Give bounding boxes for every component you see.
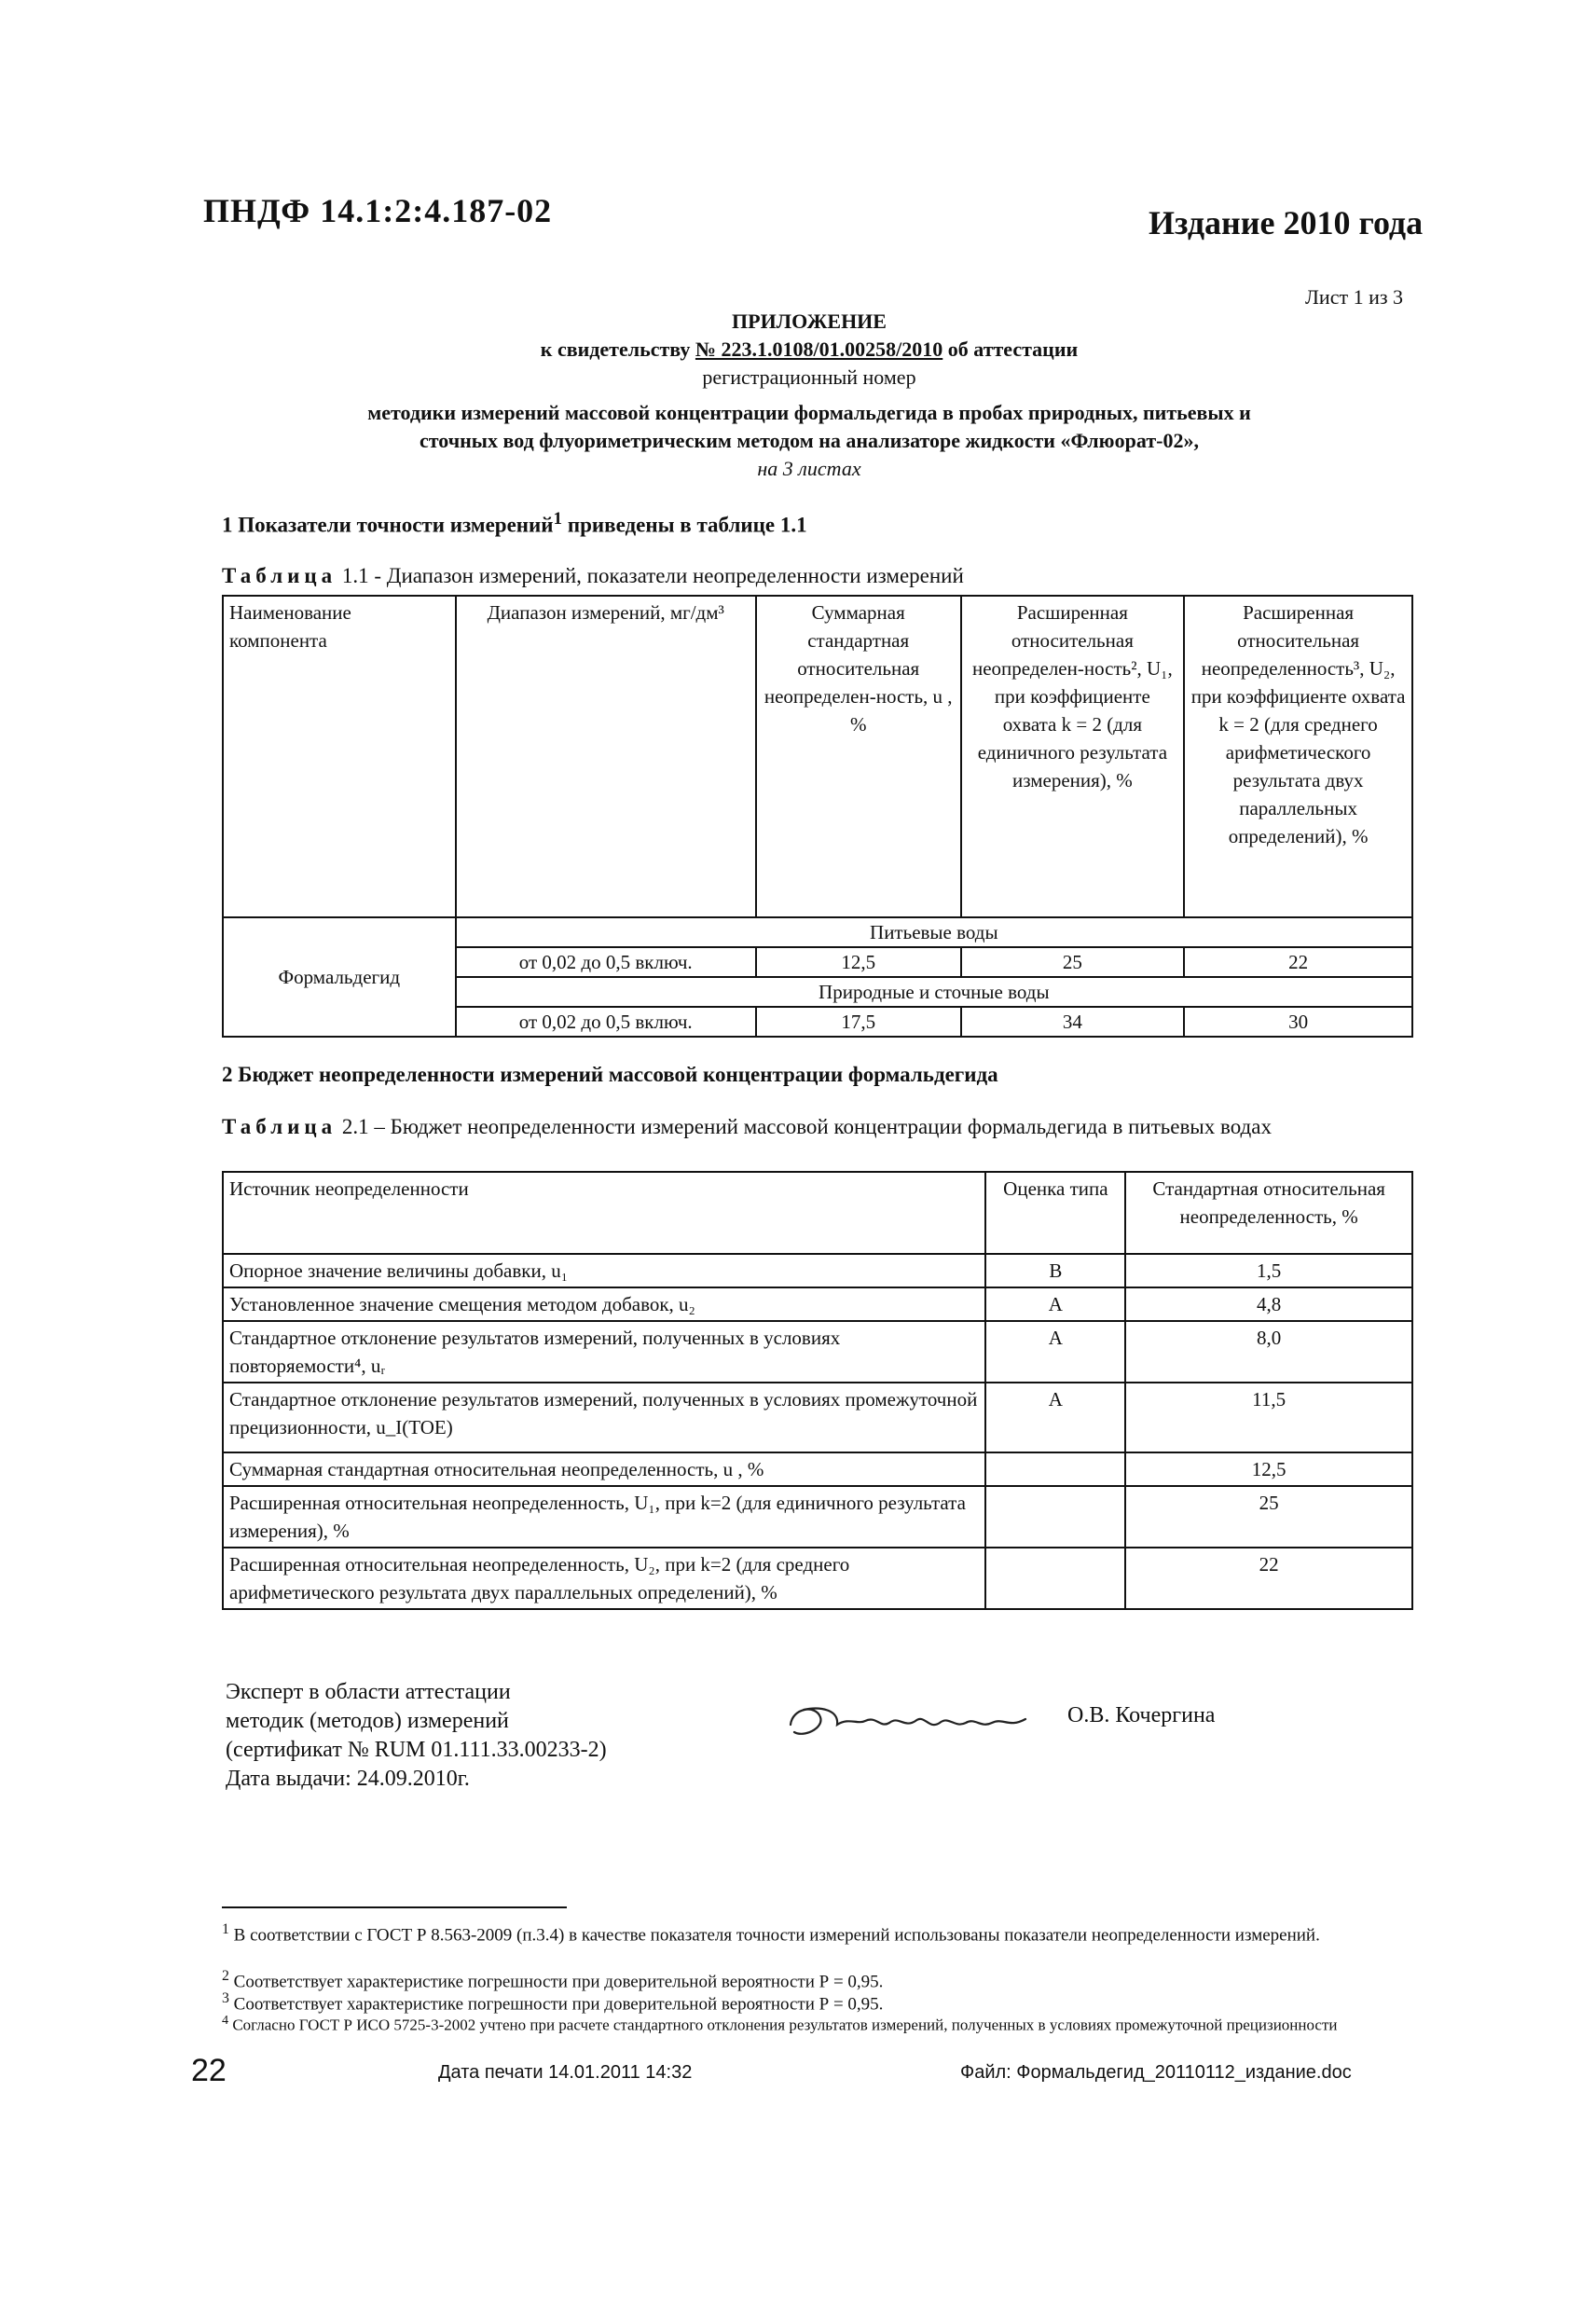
group-name: Природные и сточные воды — [456, 977, 1412, 1007]
table-1-caption — [222, 564, 964, 588]
table-row — [223, 1321, 1412, 1383]
expert-line-4: Дата выдачи: 24.09.2010г. — [226, 1767, 470, 1791]
U2-cell: 30 — [1184, 1007, 1412, 1037]
footnote-ref-1: 1 — [553, 509, 563, 529]
footnote-separator — [222, 1906, 567, 1908]
U1-cell: 34 — [961, 1007, 1185, 1037]
section-1-heading-text: 1 Показатели точности измерений — [222, 513, 554, 537]
footnote-text: Согласно ГОСТ Р ИСО 5725-3-2002 учтено при расчете стандартного отклонения результатов измерений, полученных в условиях промежуточной прецизионности — [232, 2016, 1338, 2034]
table-2-caption-text: 2.1 – Бюджет неопределенности измерений массовой концентрации формальдегида в питьевых водах — [341, 1115, 1272, 1138]
page-number: 22 — [191, 2053, 227, 2088]
edition: Издание 2010 года — [1149, 204, 1424, 241]
U1-cell: 25 — [961, 947, 1185, 977]
value-cell: 1,5 — [1125, 1254, 1412, 1287]
footnote-mark: 2 — [222, 1968, 229, 1984]
value-cell: 8,0 — [1125, 1321, 1412, 1383]
table-2-header-row — [223, 1172, 1412, 1254]
expert-line-2: методик (методов) измерений — [226, 1709, 509, 1733]
col-U1-header: Расширенная относительная неопределен-ность², U₁, при коэффициенте охвата k = 2 (для единичного результата измерения), % — [961, 596, 1185, 917]
col-u-header: Суммарная стандартная относительная неопределен-ность, u , % — [756, 596, 961, 917]
type-cell — [985, 1452, 1125, 1486]
u-cell: 17,5 — [756, 1007, 961, 1037]
file-name: Файл: Формальдегид_20110112_издание.doc — [960, 2062, 1352, 2083]
table-1-header-row — [223, 596, 1412, 917]
print-date: Дата печати 14.01.2011 14:32 — [438, 2062, 693, 2083]
expert-name: О.В. Кочергина — [1067, 1703, 1216, 1727]
section-2-heading: 2 Бюджет неопределенности измерений массовой концентрации формальдегида — [222, 1063, 998, 1086]
source-cell: Стандартное отклонение результатов измерений, полученных в условиях промежуточной прецизионности, u_I(TOE) — [223, 1383, 985, 1452]
footnote-mark: 3 — [222, 1990, 229, 2006]
document-code: ПНДФ 14.1:2:4.187-02 — [203, 192, 553, 229]
value-cell: 25 — [1125, 1486, 1412, 1548]
footnote-text: Соответствует характеристике погрешности при доверительной вероятности Р = 0,95. — [233, 1994, 884, 2015]
source-cell: Стандартное отклонение результатов измерений, полученных в условиях повторяемости⁴, uᵣ — [223, 1321, 985, 1383]
type-cell: A — [985, 1383, 1125, 1452]
col-type-header: Оценка типа — [985, 1172, 1125, 1254]
source-cell: Опорное значение величины добавки, u₁ — [223, 1254, 985, 1287]
expert-line-1: Эксперт в области аттестации — [226, 1680, 511, 1704]
table-1-caption-word: Таблица — [222, 564, 337, 587]
range-cell: от 0,02 до 0,5 включ. — [456, 947, 756, 977]
source-cell: Расширенная относительная неопределенность, U₂, при k=2 (для среднего арифметического результата двух параллельных определений), % — [223, 1548, 985, 1609]
col-component-header: Наименование компонента — [223, 596, 456, 917]
col-U2-header: Расширенная относительная неопределенность³, U₂, при коэффициенте охвата k = 2 (для среднего арифметического результата двух параллельных определений), % — [1184, 596, 1412, 917]
source-cell: Установленное значение смещения методом добавок, u₂ — [223, 1287, 985, 1321]
sheet-number: Лист 1 из 3 — [1305, 285, 1404, 309]
footnote-mark: 1 — [222, 1921, 229, 1937]
value-cell: 22 — [1125, 1548, 1412, 1609]
table-2-caption — [222, 1114, 1424, 1140]
value-cell: 11,5 — [1125, 1383, 1412, 1452]
method-line-1: методики измерений массовой концентрации формальдегида в пробах природных, питьевых и — [367, 401, 1251, 424]
footnote-text: Соответствует характеристике погрешности при доверительной вероятности Р = 0,95. — [233, 1972, 884, 1992]
range-cell: от 0,02 до 0,5 включ. — [456, 1007, 756, 1037]
certificate-number: № 223.1.0108/01.00258/2010 — [695, 337, 943, 361]
certificate-prefix: к свидетельству — [540, 337, 695, 361]
group-name: Питьевые воды — [456, 917, 1412, 947]
expert-line-3: (сертификат № RUM 01.111.33.00233-2) — [226, 1738, 607, 1762]
table-1 — [222, 595, 1413, 1038]
col-value-header: Стандартная относительная неопределенность, % — [1125, 1172, 1412, 1254]
table-row — [223, 1287, 1412, 1321]
source-cell: Суммарная стандартная относительная неопределенность, u , % — [223, 1452, 985, 1486]
appendix-title: ПРИЛОЖЕНИЕ — [732, 310, 887, 333]
table-row — [223, 1548, 1412, 1609]
type-cell: A — [985, 1321, 1125, 1383]
U2-cell: 22 — [1184, 947, 1412, 977]
component-name: Формальдегид — [223, 917, 456, 1037]
table-1-caption-text: 1.1 - Диапазон измерений, показатели неопределенности измерений — [341, 564, 964, 587]
sheets-count: на 3 листах — [757, 457, 861, 480]
footnote-4 — [222, 2010, 1434, 2036]
certificate-suffix: об аттестации — [942, 337, 1079, 361]
u-cell: 12,5 — [756, 947, 961, 977]
expert-block — [226, 1678, 607, 1794]
registration-number: регистрационный номер — [702, 365, 916, 389]
certificate-line — [203, 336, 1415, 364]
section-1-heading — [222, 509, 807, 538]
footnote-1 — [222, 1919, 1434, 1947]
table-row — [223, 1254, 1412, 1287]
footnote-text: В соответствии с ГОСТ Р 8.563-2009 (п.3.4) в качестве показателя точности измерений использованы показатели неопределенности измерений. — [233, 1925, 1320, 1946]
table-2-caption-word: Таблица — [222, 1115, 337, 1138]
col-source-header: Источник неопределенности — [223, 1172, 985, 1254]
table-2 — [222, 1171, 1413, 1610]
handwritten-signature — [783, 1697, 1035, 1748]
method-line-2: сточных вод флуориметрическим методом на анализаторе жидкости «Флюорат-02», — [420, 429, 1199, 452]
value-cell: 4,8 — [1125, 1287, 1412, 1321]
table-row — [223, 1383, 1412, 1452]
footnote-mark: 4 — [222, 2013, 229, 2028]
section-1-heading-tail: приведены в таблице 1.1 — [562, 513, 807, 537]
source-cell: Расширенная относительная неопределенность, U₁, при k=2 (для единичного результата измерения), % — [223, 1486, 985, 1548]
table-row — [223, 1452, 1412, 1486]
col-range-header: Диапазон измерений, мг/дм³ — [456, 596, 756, 917]
table-row — [223, 1486, 1412, 1548]
type-cell: A — [985, 1287, 1125, 1321]
type-cell — [985, 1486, 1125, 1548]
group-row — [223, 917, 1412, 947]
type-cell: B — [985, 1254, 1125, 1287]
value-cell: 12,5 — [1125, 1452, 1412, 1486]
type-cell — [985, 1548, 1125, 1609]
